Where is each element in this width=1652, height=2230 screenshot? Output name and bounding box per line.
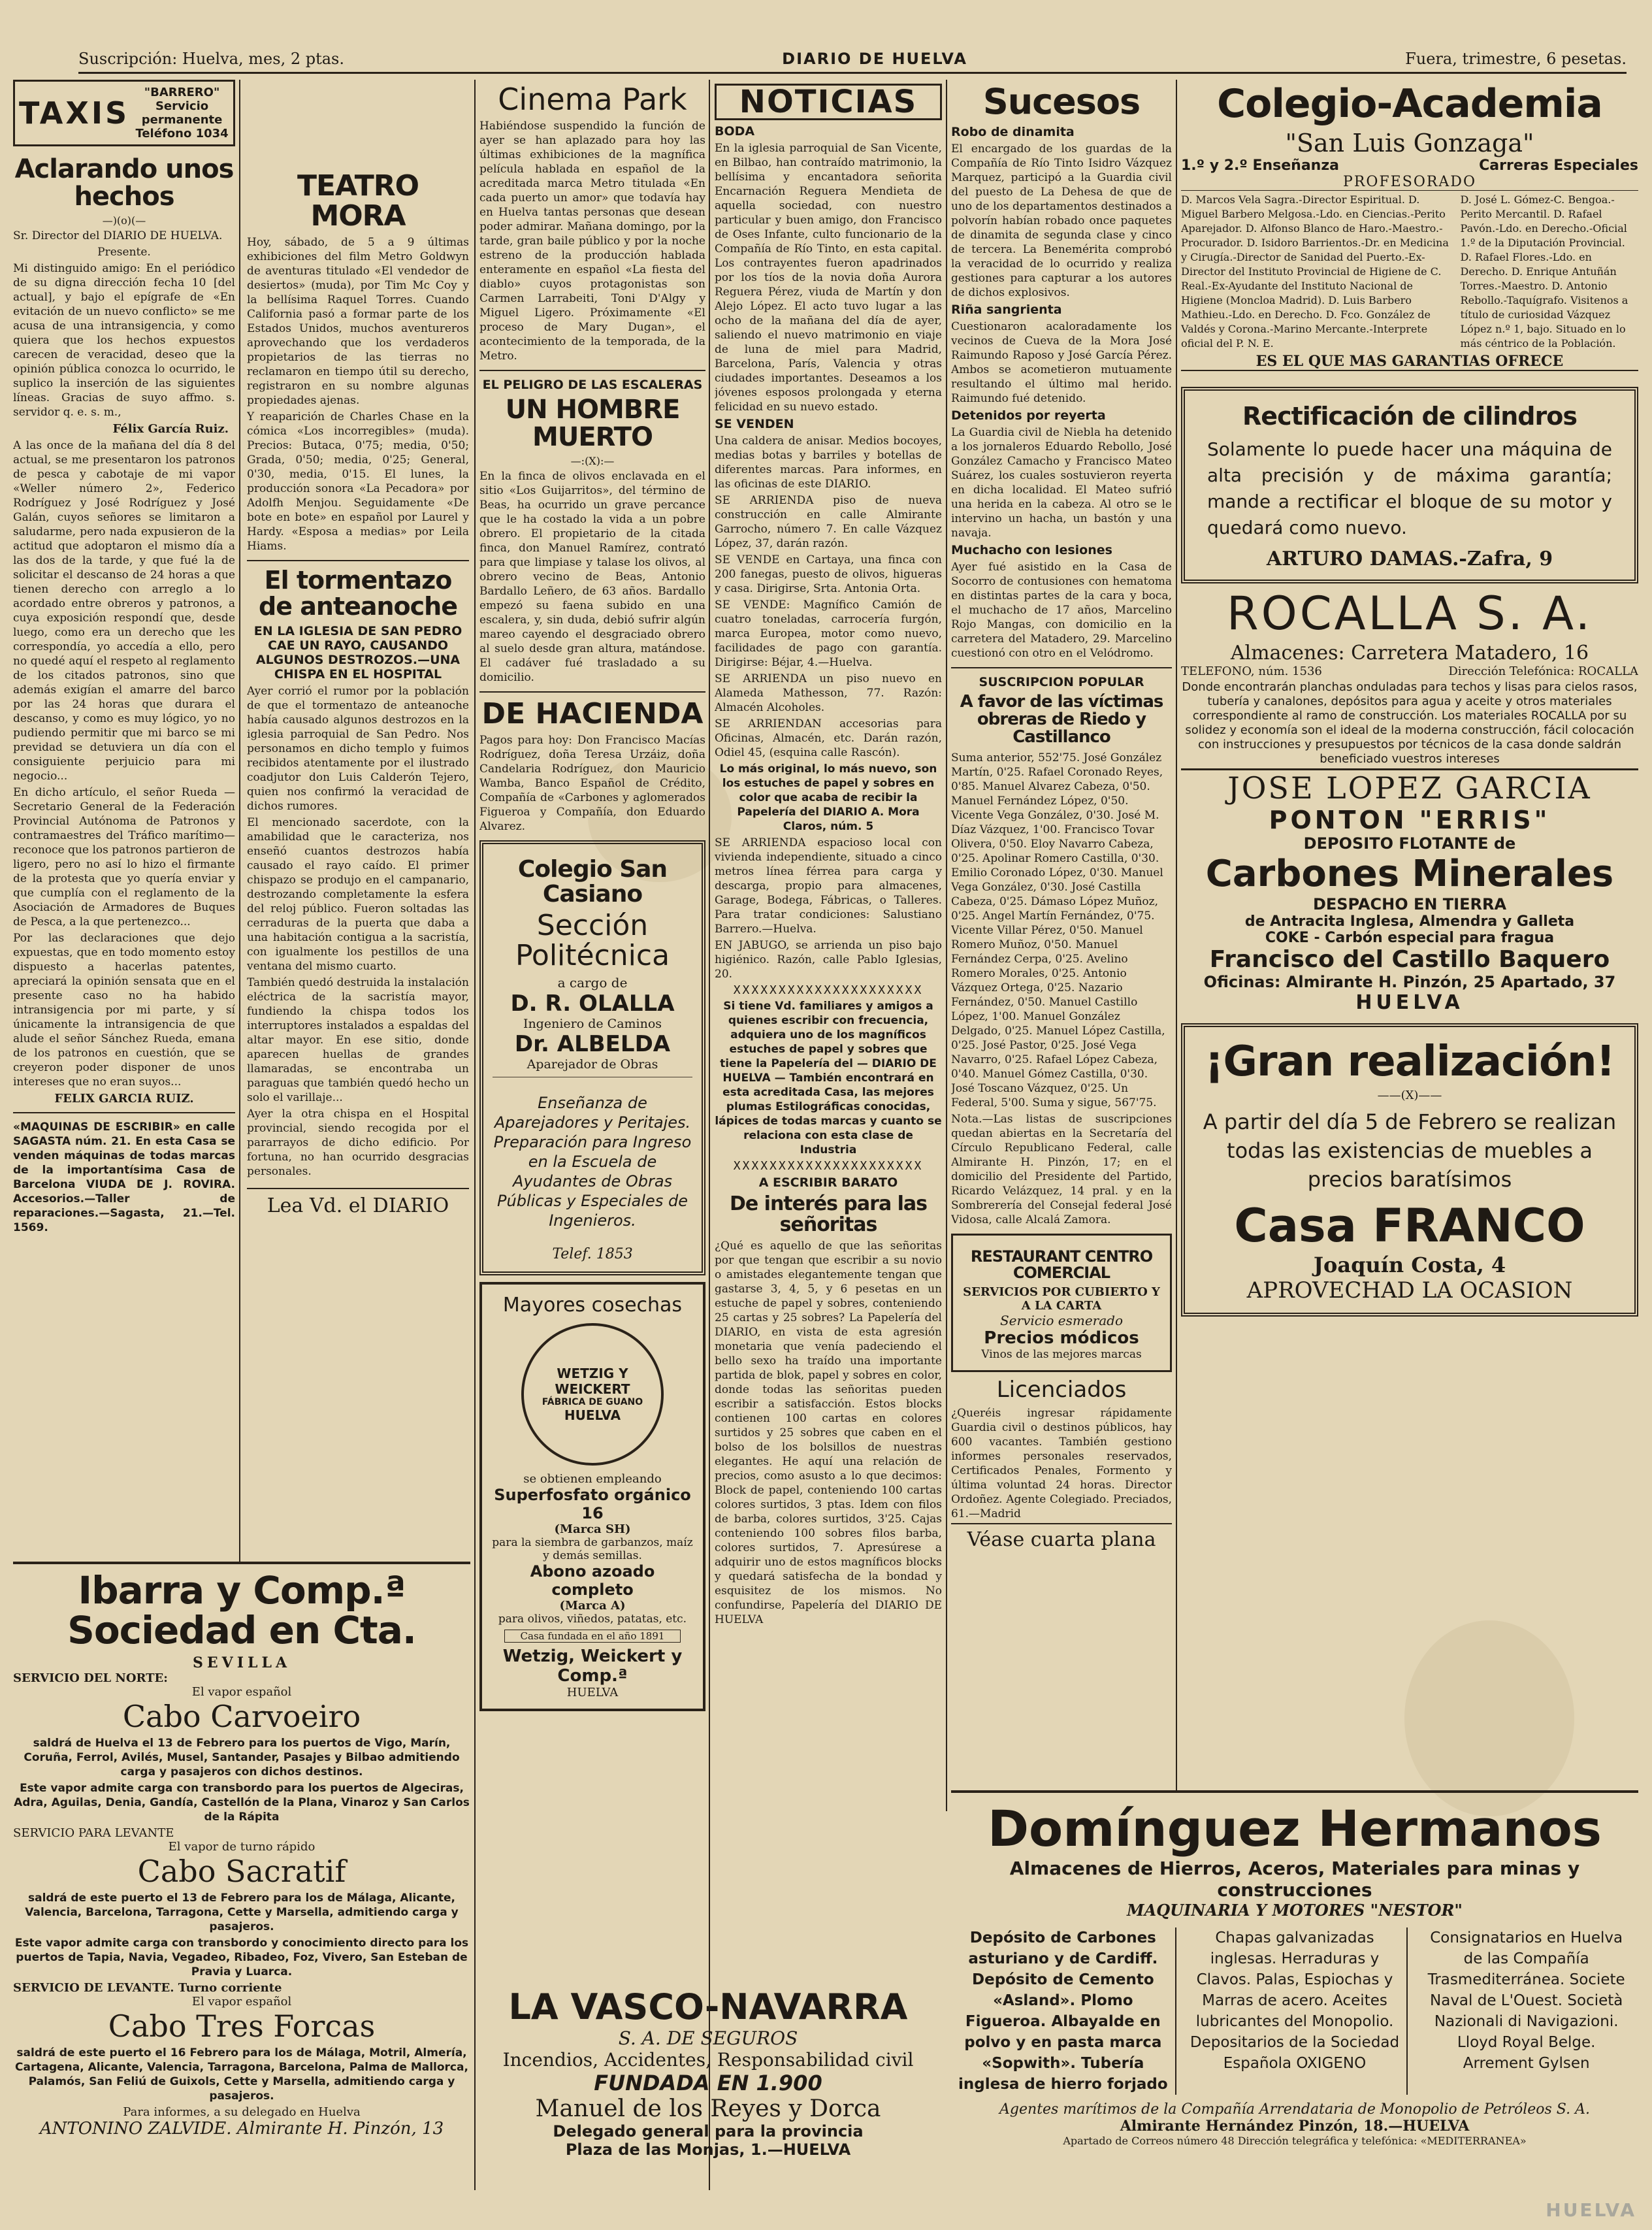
newspaper-title: DIARIO DE HUELVA — [782, 50, 967, 68]
ad-rectificacion — [1181, 387, 1638, 583]
letter-paragraph: En dicho artículo, el señor Rueda —Secretario General de la Federación Provincial Autónoma de Patronos y contramaestres del Tráfico marítimo— reconoce que los patronos partieron de ligero, pero no así lo hizo el firmante de la protesta que yo quería enviar y que cumplía con el reglamento de la Asociación de Armadores de Buques de Pesca, a la que pertenezco... — [13, 786, 235, 928]
classified-ad: SE ARRIENDA piso de nueva construcción en calle Almirante Garrocho, número 7. En calle Vázquez López, 37, darán razón. — [715, 494, 942, 551]
classified-ad: SE ARRIENDA un piso nuevo en Alameda Mathesson, 77. Razón: Almacén Alcoholes. — [715, 672, 942, 715]
article-paragraph: Cuestionaron acaloradamente los vecinos de Cueva de la Mora José Raimundo Raposo y José García Pérez. Ambos se acometieron mutuamente resultando el último mal herido. Raimundo fué detenido. — [951, 320, 1172, 405]
article-paragraph: Habiéndose suspendido la función de ayer se han aplazado para hoy las últimas exhibiciones de la magnífica película hablada en español de la acreditada marca Metro titulada «En cada puerto un amor» que todavía hay en Huelva tantas personas que desean poder admirar. Mañana domingo, por la tarde, gran baile público y por la noche estreno de la producción hablada enteramente en español «La fiesta del diablo» cuyos protagonistas son Carmen Larrabeiti, Toni D'Algy y Miguel Ligero. Próximamente «El proceso de Mary Dugan», el acontecimiento de la temporada, de la Metro. — [479, 120, 705, 363]
cosechas-title: Mayores cosechas — [502, 1294, 683, 1317]
ibarra-text: saldrá de Huelva el 13 de Febrero para los puertos de Vigo, Marín, Coruña, Ferrol, Avilés, Musel, Santander, Pasajes y Bilbao admitiendo carga y pasajeros con dichos destinos. — [24, 1736, 460, 1779]
letter-paragraph: A las once de la mañana del día 8 del actual, se me presentaron los patronos de pesca y cabotaje de mi vapor «Weller número 2», Federico Rodríguez y José Rodríguez y José Galán, cuyos señores se limitaron a saludarme, pero nada expusieron de la actitud que adoptaron el mismo día a las dos de la tarde, y que fué la de solicitar el descanso de 24 horas a que tienen derecho con arreglo a lo acordado entre obreros y patronos, a cuya exposición respondí que, desde luego, como era un derecho que les correspondía, yo accedía a ello, pero no quedé aquí el respeto al reglamento de los citados patronos, sino que además exigían el amarre del barco por las 24 horas que durara el descanso, y como es muy lógico, yo no pudiendo permitir que mi barco se mi previdad se detuviera un día con el consiguiente perjuicio para mi negocio... — [13, 439, 235, 783]
article-paragraph: Ayer corrió el rumor por la población de que el tormentazo de anteanoche había causado algunos destrozos en la iglesia parroquial de San Pedro. Nos personamos en dicho templo y fuimos recibidos atentamente por el ilustrado coadjutor don Luis Calderón Tejero, quien nos confirmó la veracidad de dichos rumores. — [247, 685, 469, 813]
classified-ad: EN JABUGO, se arrienda un piso bajo higiénico. Razón, calle Pablo Iglesias, 20. — [715, 939, 942, 981]
casiano-role: Aparejador de Obras — [526, 1057, 658, 1072]
section-title: BODA — [715, 124, 755, 139]
huelva: HUELVA — [1355, 991, 1464, 1015]
coke: COKE - Carbón especial para fragua — [1265, 930, 1555, 947]
column-1 — [13, 80, 235, 1537]
headline-tormentazo: El tormentazo de anteanoche — [259, 566, 457, 621]
dominguez-maq: MAQUINARIA Y MOTORES "NESTOR" — [1127, 1901, 1463, 1920]
column-4 — [715, 80, 942, 1792]
faculty-list: D. José L. Gómez-C. Bengoa.-Perito Mercantil. D. Rafael Pavón.-Ldo. en Derecho.-Oficial 1.º de la Diputación Provincial. D. Rafael Flores.-Ldo. en Derecho. D. Enrique Antuñán Torres.-Maestro. D. Antonio Rebollo.-Taquígrafo. Visitenos a título de curiosidad Vázquez López n.º 1, bajo. Situado en lo más céntrico de la Población. — [1460, 193, 1628, 350]
rectificacion-text: Solamente lo puede hacer una máquina de alta precisión y de máxima garantía; mande a rectificar el bloque de su motor y quedará como nuevo. — [1207, 438, 1612, 538]
colegio-subtitle: "San Luis Gonzaga" — [1285, 129, 1534, 157]
profesorado: PROFESORADO — [1181, 174, 1638, 191]
column-rule — [709, 80, 710, 2190]
seal-text: WETZIG Y WEICKERT — [555, 1366, 630, 1398]
casa-franco: Casa FRANCO — [1234, 1198, 1585, 1253]
dominguez-sub: Almacenes de Hierros, Aceros, Materiales para minas y construcciones — [1009, 1858, 1580, 1901]
rectificacion-title: Rectificación de cilindros — [1242, 402, 1577, 431]
column-3 — [479, 80, 705, 2190]
classified-ad: SE VENDE en Cartaya, una finca con 200 fanegas, puesto de olivos, higueras y casa. Dirigirse, Srta. Antonia Orta. — [715, 553, 942, 596]
gran-title: ¡Gran realización! — [1205, 1038, 1615, 1087]
fcb: Francisco del Castillo Baquero — [1209, 946, 1610, 974]
divider: ——(X)—— — [1377, 1088, 1442, 1102]
ibarra-text: Este vapor admite carga con transbordo para los puertos de Algeciras, Adra, Aguilas, Denia, Gandía, Castellón de la Plana, Vinaroz y San Carlos de la Rápita — [14, 1781, 470, 1824]
vasco-delegado: Delegado general para la provincia — [553, 2122, 864, 2140]
cosechas-company: Wetzig, Weickert y Comp.ª — [502, 1647, 683, 1686]
carbones: Carbones Minerales — [1205, 853, 1614, 896]
rocalla-text: Donde encontrarán planchas onduladas para techos y lisas para cielos rasos, tubería y canalones, depósitos para agua y aceite y otros materiales correspondiente al ramo de construcción. Los materiales ROCALLA por su solidez y economía son el ideal de la moderna construcción, fácil colocación con instrucciones y presupuestos por técnicos de la casa donde saldrán beneficiado vuestros intereses — [1182, 680, 1638, 766]
casiano-role: Ingeniero de Caminos — [523, 1017, 662, 1032]
cosechas-text: para la siembra de garbanzos, maíz y demás semillas. — [492, 1536, 693, 1563]
article-paragraph: En la iglesia parroquial de San Vicente, en Bilbao, han contraído matrimonio, la bellísima y encantadora señorita Encarnación Reguera Mendieta de aquella sociedad, con nuestro particular y buen amigo, don Francisco de Oses Infante, culto funcionario de la Compañía de Río Tinto, en esta capital. Los contrayentes fueron apadrinados por los tíos de la novia doña Aurora Reguera Pérez, viuda de Martín y don Alejo López. El acto tuvo lugar a las ocho de la mañana del día de ayer, saliendo el nuevo matrimonio en viaje de luna de miel para Madrid, Barcelona, París, Valencia y otras ciudades importantes. Deseamos a los jóvenes esposos prolongada y eterna felicidad en su nuevo estado. — [715, 142, 942, 414]
casiano-phone: Telef. 1853 — [552, 1246, 633, 1263]
ad-restaurant — [951, 1234, 1172, 1372]
dominguez-address: Almirante Hernández Pinzón, 18.—HUELVA — [1120, 2118, 1470, 2135]
classified-ad: SE ARRIENDA espacioso local con vivienda independiente, situado a cinco metros línea férrea para carga y descarga, propio para almacenes, Garage, Bodega, Fábricas, o Talleres. Para tratar condiciones: Salustiano Barrero.—Huelva. — [715, 836, 942, 936]
barrero-phone: Teléfono 1034 — [135, 127, 229, 140]
ibarra-text: saldrá de este puerto el 13 de Febrero para los de Málaga, Alicante, Valencia, Barcelona, Tarragona, Cette y Marsella, admitiendo carga y pasajeros. — [25, 1891, 459, 1933]
subscription-outside: Fuera, trimestre, 6 pesetas. — [1405, 50, 1627, 68]
colegio-title: Colegio-Academia — [1217, 81, 1602, 127]
column-rule — [474, 80, 476, 2190]
ad-mayores-cosechas — [479, 1282, 705, 1711]
ship-name: Cabo Tres Forcas — [108, 2008, 376, 2044]
signature: Félix García Ruiz. — [112, 422, 229, 436]
ad-casa-franco — [1181, 1023, 1638, 1316]
rocalla-dir: Dirección Telefónica: ROCALLA — [1448, 664, 1638, 679]
headline-sucesos: Sucesos — [982, 81, 1141, 122]
dominguez-consignees: Consignatarios en Huelva de las Compañía Trasmediterránea. Societe Naval de L'Ouest. Società Nazionali di Navigazioni. Lloyd Royal Belge. Arrement Gylsen — [1427, 1929, 1625, 2072]
subscription-local: Suscripción: Huelva, mes, 2 ptas. — [78, 50, 344, 68]
dominguez-agentes: Agentes marítimos de la Compañía Arrendataria de Monopolio de Petróleos S. A. — [999, 2101, 1590, 2118]
ibarra-title: Ibarra y Comp.ª Sociedad en Cta. — [67, 1568, 416, 1652]
article-paragraph: Pagos para hoy: Don Francisco Macías Rodríguez, doña Teresa Urzáiz, doña Candelaria Rodríguez, don Mauricio Wamba, Banco Español de Crédito, Compañía de «Carbones y aglomerados Figueroa y Compañía, don Eduardo Alvarez. — [479, 734, 705, 834]
headline-aclarando: Aclarando unos hechos — [14, 154, 234, 212]
ibarra-text: El vapor español — [191, 1994, 292, 2009]
section-title: Riña sangrienta — [951, 302, 1062, 317]
cosechas-brand: (Marca A) — [559, 1599, 626, 1613]
oficinas: Oficinas: Almirante H. Pinzón, 25 Apartado, 37 — [1203, 973, 1616, 992]
section-title: Robo de dinamita — [951, 124, 1075, 139]
article-paragraph: ¿Queréis ingresar rápidamente Guardia civil o destinos públicos, hay 600 vacantes. También gestiono informes personales reservados, Certificados Penales, Formento y última voluntad 24 horas. Director Ordoñez. Agente Colegiado. Preciados, 61.—Madrid — [951, 1406, 1172, 1520]
subheadline: EL PELIGRO DE LAS ESCALERAS — [482, 378, 703, 393]
subheadline: EN LA IGLESIA DE SAN PEDRO CAE UN RAYO, CAUSANDO ALGUNOS DESTROZOS.—UNA CHISPA EN EL HOSPITAL — [253, 624, 462, 682]
column-5 — [951, 80, 1172, 1792]
deposito: DEPOSITO FLOTANTE de — [1303, 834, 1516, 853]
article-paragraph: Ayer la otra chispa en el Hospital provincial, siendo recogida por el pararrayos de dicho edificio. Por fortuna, no han ocurrido desgracias personales. — [247, 1107, 469, 1179]
vasco-lines: Incendios, Accidentes, Responsabilidad civil — [502, 2049, 914, 2071]
seal-text: FÁBRICA DE GUANO — [542, 1397, 643, 1408]
ad-ibarra — [13, 1555, 470, 2208]
dominguez-apartado: Apartado de Correos número 48 Dirección telegráfica y telefónica: «MEDITERRANEA» — [1063, 2135, 1527, 2147]
column-2 — [247, 80, 469, 1537]
ad-vasco-navarra — [479, 1986, 937, 2208]
ibarra-city: SEVILLA — [192, 1654, 291, 1671]
column-rule — [946, 80, 947, 1811]
cosechas-product: Superfosfato orgánico 16 — [494, 1486, 691, 1523]
cosechas-city: HUELVA — [566, 1686, 619, 1700]
dominguez-products: Chapas galvanizadas inglesas. Herraduras y Clavos. Palas, Espiochas y Marras de acero. Aceites lubricantes del Monopolio. Depositarios de la Sociedad Española OXIGENO — [1183, 1927, 1408, 2095]
article-paragraph: Hoy, sábado, de 5 a 9 últimas exhibiciones del film Metro Goldwyn de aventuras titulado «El vendedor de desiertos» (muda), por Tim Mc Coy y la bellísima Raquel Torres. Cuando California pasó a formar parte de los Estados Unidos, muchos aventureros aprovechando que los verdaderos propietarios de las tierras no reclamaron en tiempo útil su derecho, registraron en su nombre algunas propiedades ajenas. — [247, 236, 469, 408]
restaurant-text: Vinos de las mejores marcas — [981, 1347, 1142, 1361]
ibarra-text: saldrá de este puerto el 16 Febrero para los de Málaga, Motril, Almería, Cartagena, Alicante, Valencia, Tarragona, Barcelona, Palma de Mallorca, Palamós, San Feliú de Guixols, Cette y Marsella, admitiendo carga y pasajeros. — [15, 2046, 468, 2103]
vease-cuarta: Véase cuarta plana — [951, 1523, 1172, 1551]
ad-colegio-san-casiano — [479, 840, 705, 1275]
salutation: Sr. Director del DIARIO DE HUELVA. — [13, 229, 223, 242]
article-paragraph: Ayer fué asistido en la Casa de Socorro de contusiones con hematoma en distintas partes de la cara y boca, el muchacho de 17 años, Marcelino Rojo Mangas, con domicilio en la carretera del Matadero, 29. Marcelino cuestionó con otro en el Velódromo. — [951, 560, 1172, 660]
casa-footer: APROVECHAD LA OCASION — [1246, 1277, 1573, 1304]
column-rule — [1176, 80, 1177, 1792]
article-paragraph: También quedó destruida la instalación eléctrica de la sacristía mayor, fundiendo la chispa todos los interruptores instalados a espaldas del altar mayor. En ese sitio, donde aparecen huellas de grandes llamaradas, se encontraba un paraguas que también quedó hecho un solo el varillaje... — [247, 976, 469, 1105]
classified-ad: SE VENDE: Magnífico Camión de cuatro toneladas, carrocería furgón, marca Europea, motor como nuevo, facilidades de pago con garantía. Dirigirse: Béjar, 4.—Huelva. — [715, 598, 942, 670]
ad-dominguez — [951, 1784, 1638, 2208]
article-paragraph: El mencionado sacerdote, con la amabilidad que le caracteriza, nos enseñó cuantos destrozos había causado el rayo caído. El primer chispazo se produjo en el campanario, destrozando completamente la esfera del reloj público. Fueron soltadas las cerraduras de la puerta que daba a una habitación contigua a la sacristía, con igualmente los pestillos de una ventana del mismo cuarto. — [247, 816, 469, 974]
restaurant-title: RESTAURANT CENTRO COMERCIAL — [970, 1247, 1153, 1282]
ibarra-section: SERVICIO PARA LEVANTE — [13, 1826, 174, 1840]
cosechas-text: para olivos, viñedos, patatas, etc. — [498, 1613, 687, 1626]
casiano-text: Enseñanza de Aparejadores y Peritajes. Preparación para Ingreso en la Escuela de Ayudantes de Obras Públicas y Especiales de Ingenieros. — [493, 1094, 692, 1230]
section-title: Detenidos por reyerta — [951, 408, 1106, 423]
divider: —)(o)(— — [102, 214, 146, 227]
article-paragraph: En la finca de olivos enclavada en el sitio «Los Guijarritos», del término de Beas, ha ocurrido un grave percance que le ha costado la vida a un pobre obrero. El propietario de la citada finca, don Manuel Ramírez, contrató para que limpiase y talase los olivos, al obrero vecino de Beas, Antonio Bardallo Leñero, de 63 años. Bardallo empezó su faena subido en una escalera, y, sin duda, debió sufrir algún mareo cayendo el desgraciado obrero al suelo desde gran altura, matándose. El cadáver fué trasladado a su domicilio. — [479, 470, 705, 685]
cosechas-text: se obtienen empleando — [523, 1472, 662, 1486]
headline-licenciados: Licenciados — [996, 1376, 1127, 1403]
rocalla-title: ROCALLA S. A. — [1226, 586, 1593, 640]
headline-suscripcion: A favor de las víctimas obreras de Riedo y Castillanco — [960, 691, 1163, 747]
ibarra-section: SERVICIO DEL NORTE: — [13, 1671, 168, 1685]
lea-diario: Lea Vd. el DIARIO — [247, 1188, 469, 1217]
restaurant-text: Servicio esmerado — [999, 1312, 1124, 1328]
ibarra-text: El vapor español — [191, 1684, 292, 1699]
despacho: DESPACHO EN TIERRA — [1312, 895, 1507, 914]
restaurant-text: SERVICIOS POR CUBIERTO Y A LA CARTA — [963, 1285, 1160, 1313]
cosechas-brand: (Marca SH) — [554, 1522, 631, 1537]
ibarra-section: SERVICIO DE LEVANTE. Turno corriente — [13, 1980, 282, 1995]
jlg-title: JOSE LOPEZ GARCIA — [1181, 768, 1638, 806]
casiano-section: Sección Politécnica — [515, 909, 670, 973]
donor-list: Suma anterior, 552'75. José González Martín, 0'25. Rafael Coronado Reyes, 0'85. Manuel Alvarez Cabeza, 0'50. Manuel Fernández López, 0'50. Vicente Vega González, 0'30. José M. Díaz Vázquez, 1'00. Francisco Tovar Olivera, 0'50. Eloy Navarro Cabeza, 0'25. Apolinar Romero Castilla, 0'30. Emilio Coronado López, 0'30. Manuel Vega González, 0'30. José Castilla Cabeza, 0'25. Dámaso López Muñoz, 0'25. Angel Martín Fernández, 0'75. Vicente Villar Pérez, 0'50. Manuel Romero Muñoz, 0'50. Manuel Fernández Cerpa, 0'25. Avelino Romero Morales, 0'25. Antonio Vázquez Ortega, 0'25. Nazario Fernández, 0'50. Manuel Castillo López, 1'00. Manuel González Delgado, 0'25. Manuel López Castilla, 0'25. José Pastor, 0'25. José Vega Navarro, 0'25. Rafael López Cabeza, 0'40. Manuel Gómez Castilla, 0'30. José Toscano Vázquez, 0'25. Un Federal, 5'00. Suma y sigue, 567'75. — [951, 751, 1165, 1109]
faculty-list: D. Marcos Vela Sagra.-Director Espiritual. D. Miguel Barbero Melgosa.-Ldo. en Ciencias.-Perito Aparejador. D. Alfonso Blanco de Haro.-Maestro.-Procurador. D. Isidoro Barrientos.-Dr. en Medicina y Cirugía.-Director de Sanidad del Puerto.-Ex-Director del Instituto Provincial de Higiene de C. Real.-Ex-Ayudante del Instituto Nacional de Higiene (Moncloa Madrid). D. Luis Barbero Mathieu.-Ldo. en Derecho. D. Fco. González de Valdés y Corona.-Marino Mercante.-Interprete oficial del P. N. E. — [1181, 193, 1449, 350]
x-border: XXXXXXXXXXXXXXXXXXXXX — [733, 983, 924, 998]
x-border: XXXXXXXXXXXXXXXXXXXXX — [733, 1159, 924, 1173]
presente: Presente. — [97, 246, 151, 259]
casiano-name: Dr. ALBELDA — [514, 1031, 671, 1058]
ad-papeleria: Si tiene Vd. familiares y amigos a quienes escribir con frecuencia, adquiera uno de los magníficos estuches de papel y sobres que tiene la Papelería del — DIARIO DE HUELVA — También encontrará en esta acreditada Casa, las mejores plumas Estilográficas conocidas, lápices de todas marcas y cuanto se relaciona con esta clase de Industria — [715, 1000, 942, 1157]
ibarra-text: El vapor de turno rápido — [168, 1839, 316, 1854]
article-paragraph: El encargado de los guardas de la Compañía de Río Tinto Isidro Vázquez Marquez, participó a la Guardia civil del puesto de La Dehesa de que de uno de los departamentos destinados a polvorín habían robado once paquetes de dinamita de segunda clase y cinco de tercera. La Benemérita comprobó la veracidad de lo ocurrido y realiza gestiones para capturar a los autores de dichos explosivos. — [951, 142, 1172, 299]
divider: —:(X):— — [570, 455, 615, 468]
cosechas-product: Abono azoado completo — [530, 1562, 655, 1599]
ibarra-text: Este vapor admite carga con transbordo y conocimiento directo para los puertos de Tapia, Navia, Vegadeo, Ribadeo, Foz, Vivero, San Esteban de Pravia y Luarca. — [14, 1936, 469, 1978]
headline-hacienda: DE HACIENDA — [481, 697, 704, 731]
archive-watermark: HUELVA — [1546, 2199, 1636, 2221]
article-paragraph: La Guardia civil de Niebla ha detenido a los jornaleros Eduardo Rebollo, José González Camacho y Francisco Mateo Suárez, los cuales sostuvieron reyerta en dicha localidad. El Mateo sufrió una herida en la cabeza. Al otro se le intervino un hacha, un bastón y una navaja. — [951, 425, 1172, 540]
garantias: ES EL QUE MAS GARANTIAS OFRECE — [1181, 353, 1638, 371]
barrero-service: Servicio permanente — [141, 99, 223, 127]
headline-senoritas: De interés para las señoritas — [729, 1192, 928, 1236]
gran-text: A partir del día 5 de Febrero se realizan todas las existencias de muebles a precios baratísimos — [1203, 1109, 1617, 1192]
ship-name: Cabo Carvoeiro — [122, 1698, 361, 1734]
vasco-manuel: Manuel de los Reyes y Dorca — [535, 2095, 881, 2122]
section-title: SE VENDEN — [715, 417, 794, 432]
ibarra-text: Para informes, a su delegado en Huelva — [123, 2105, 361, 2119]
restaurant-text: Precios módicos — [984, 1328, 1139, 1348]
wetzig-seal-icon — [521, 1323, 664, 1466]
rocalla-phone: TELEFONO, núm. 1536 — [1181, 664, 1322, 679]
cosechas-founded: Casa fundada en el año 1891 — [504, 1630, 681, 1643]
dominguez-products: Depósito de Carbones asturiano y de Cardiff. Depósito de Cemento «Asland». Plomo Figueroa. Albayalde en polvo y en pasta marca «Sopwith». Tubería inglesa de hierro forjado — [951, 1927, 1176, 2095]
ibarra-agent: ANTONINO ZALVIDE. Almirante H. Pinzón, 13 — [39, 2118, 444, 2139]
vasco-address: Plaza de las Monjas, 1.—HUELVA — [565, 2140, 851, 2159]
headline-noticias: NOTICIAS — [715, 84, 942, 120]
ad-maquinas: «MAQUINAS DE ESCRIBIR» en calle SAGASTA núm. 21. En esta Casa se venden máquinas de todas marcas de la importantísima Casa de Barcelona VIUDA DE J. ROVIRA. Accesorios.—Taller de reparaciones.—Sagasta, 21.—Tel. 1569. — [13, 1121, 235, 1234]
ponton: PONTON "ERRIS" — [1269, 806, 1551, 835]
classified-ad: SE ARRIENDAN accesorias para Oficinas, Almacén, etc. Darán razón, Odiel 45, (esquina calle Rascón). — [715, 717, 942, 760]
vasco-founded: FUNDADA EN 1.900 — [594, 2071, 822, 2095]
rectificacion-sig: ARTURO DAMAS.-Zafra, 9 — [1266, 547, 1553, 570]
classified-ad: Una caldera de anisar. Medios bocoyes, medias botas y barriles y botellas de diferentes marcas. Para informes, en las oficinas de este DIARIO. — [715, 435, 942, 491]
dominguez-title: Domínguez Hermanos — [987, 1799, 1602, 1858]
signature: FELIX GARCIA RUIZ. — [54, 1092, 194, 1106]
headline-hombre-muerto: UN HOMBRE MUERTO — [505, 395, 680, 453]
article-paragraph: Nota.—Las listas de suscripciones quedan abiertas en la Secretaría del Círculo Republicano Federal, calle Almirante H. Pinzón, 17; en el domicilio del Presidente del Partido, Ricardo Velázquez, 14 pral. y en la Sombrerería del Consejal federal José Vidosa, calle Alcalá Zamora. — [951, 1112, 1172, 1226]
column-6 — [1181, 80, 1638, 1792]
colegio-right: Carreras Especiales — [1479, 157, 1638, 174]
subheadline: SUSCRIPCION POPULAR — [979, 674, 1144, 689]
casiano-name: D. R. OLALLA — [510, 991, 675, 1017]
subheadline: A ESCRIBIR BARATO — [758, 1175, 898, 1190]
barrero-name: "BARRERO" — [144, 86, 220, 99]
headline-cinema-park: Cinema Park — [498, 82, 687, 117]
rocalla-sub: Almacenes: Carretera Matadero, 16 — [1230, 642, 1589, 665]
taxis-title: TAXIS — [19, 95, 130, 131]
casiano-cargo: a cargo de — [557, 975, 628, 991]
casiano-title: Colegio San Casiano — [517, 856, 668, 908]
headline-teatro-mora: TEATRO MORA — [297, 169, 419, 233]
casa-address: Joaquín Costa, 4 — [1313, 1252, 1506, 1277]
vasco-sub: S. A. DE SEGUROS — [618, 2027, 798, 2049]
ship-name: Cabo Sacratif — [137, 1853, 346, 1889]
article-paragraph: Y reaparición de Charles Chase en la cómica «Los incorregibles» (muda). Precios: Butaca, 0'75; media, 0'50; Grada, 0'50; media, 0'25; General, 0'30, media, 0'15. El lunes, la producción sonora «La Pecadora» por Adolfh Menjou. Seguidamente «De bote en bote» en español por Laurel y Hardy. «Esposa a medias» por Leila Hiams. — [247, 410, 469, 553]
colegio-left: 1.º y 2.º Enseñanza — [1181, 157, 1339, 174]
vasco-title: LA VASCO-NAVARRA — [508, 1986, 908, 2027]
article-paragraph: ¿Qué es aquello de que las señoritas por que tengan que escribir a su novio o amistades elegantemente tengan que gastarse 3, 4, 5, y 6 pesetas en un estuche de papel y sobres, conteniendo 25 cartas y 25 sobres? La Papelería del DIARIO, en vista de esta agresión monetaria que venía padeciendo el bello sexo ha traído una importante partida de blok, papel y sobres en color, donde todas las señoritas pueden escribir a satisfacción. Estos blocks contienen 100 cartas en colores surtidos y 25 sobres que caben en el bolso de los bolsillos de nuestras elegantes. He aquí una relación de precios, como asusto a lo que decimos: Block de papel, conteniendo 100 cartas colores surtidos, 3 ptas. Idem con filos de barba, colores surtidos, 3'25. Cajas conteniendo 100 sobres filos barba, colores surtidos, 7. Apresúrese a adquirir uno de estos magníficos blocks y quedará satisfecha de la bondad y esquisitez de los mismos. No confundirse, Papelería del DIARIO DE HUELVA — [715, 1239, 942, 1627]
section-title: Muchacho con lesiones — [951, 542, 1112, 557]
column-rule — [239, 80, 240, 1563]
letter-paragraph: Mi distinguido amigo: En el periódico de su digna dirección fecha 10 [del actual], y bajo el epígrafe de «En evitación de un nuevo conflicto» se me acusa de una intransigencia, y como quiera que los hechos expuestos carecen de veracidad, deseo que la opinión pública conozca lo ocurrido, le suplico la inserción de las siguientes líneas. Gracias de suyo affmo. s. servidor q. e. s. m., — [13, 262, 235, 419]
classified-ad: Lo más original, lo más nuevo, son los estuches de papel y sobres en color que acaba de recibir la Papelería del DIARIO A. Mora Claros, núm. 5 — [719, 762, 937, 834]
antracita: de Antracita Inglesa, Almendra y Galleta — [1244, 913, 1575, 930]
seal-text: HUELVA — [564, 1407, 621, 1424]
masthead — [78, 38, 1627, 74]
letter-paragraph: Por las declaraciones que dejo expuestas, que en todo momento estoy dispuesto a hacerlas patentes, apreciará la opinión sensata que en el presente caso no ha habido intransigencia por mi parte, y sí únicamente la intransigencia de que alude el señor Sánchez Rueda, emana de los patronos en cuestión, que se creyeron poder disponer de unos intereses que no eran suyos... — [13, 932, 235, 1089]
